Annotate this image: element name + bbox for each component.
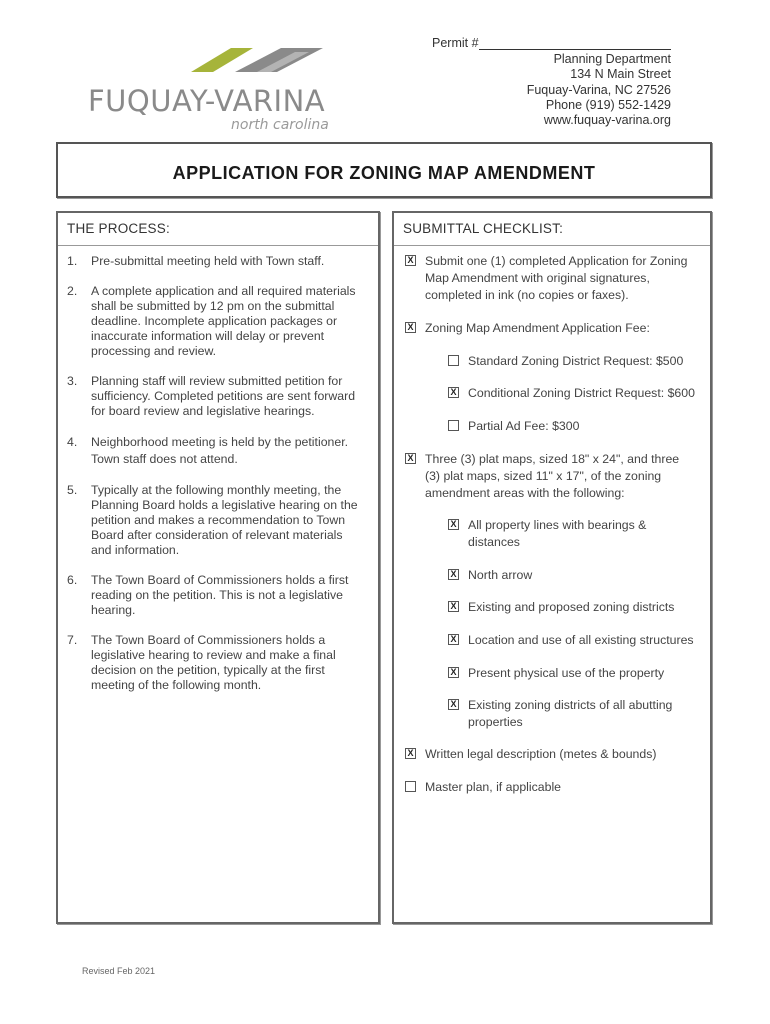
address-line: Planning Department [553,52,671,66]
checklist-item[interactable] [448,517,658,551]
checklist-item-label: Standard Zoning District Request: $500 [468,354,684,368]
checklist-item[interactable] [448,353,700,370]
address-line: Fuquay-Varina, NC 27526 [526,82,671,97]
step-number: 7. [67,633,78,647]
checklist-item-label: Location and use of all existing structures [468,633,694,647]
checklist-item-label: Existing and proposed zoning districts [468,600,675,614]
checklist-item[interactable] [405,779,697,796]
logo-name: FUQUAY-VARINA [88,84,326,118]
checkbox[interactable]: X [448,387,459,398]
divider [58,245,378,246]
checkbox[interactable]: X [405,255,416,266]
checkbox[interactable]: X [405,453,416,464]
checklist-item[interactable] [448,697,688,731]
page-title: APPLICATION FOR ZONING MAP AMENDMENT [172,163,596,183]
town-logo [88,46,328,136]
logo-subtitle: north carolina [231,117,329,133]
list-item [67,254,365,269]
checkbox[interactable] [448,355,459,366]
step-text: Neighborhood meeting is held by the petitioner. Town staff does not attend. [91,435,349,466]
checkbox[interactable]: X [448,699,459,710]
step-text: Typically at the following monthly meeting, the Planning Board holds a legislative hearing on the petition and makes a recommendation to Town Board after consideration of relevant materials and information. [91,483,358,557]
step-text: A complete application and all required materials shall be submitted by 12 pm on the submittal deadline. Incomplete application packages or inaccurate information will delay or prevent processing and review. [91,284,356,358]
address-line: Phone (919) 552-1429 [545,97,671,112]
checklist-item[interactable] [448,567,700,584]
checklist-item[interactable] [405,253,697,304]
permit-number-field[interactable] [432,36,671,50]
checkbox[interactable]: X [448,569,459,580]
checklist-item[interactable] [405,320,697,337]
checklist-item[interactable] [448,385,700,402]
checklist-item[interactable] [405,451,697,502]
step-number: 1. [67,254,78,268]
checklist-item-label: Written legal description (metes & bounds) [425,747,657,761]
checkbox[interactable] [448,420,459,431]
checkbox[interactable]: X [448,634,459,645]
checklist-item-label: Submit one (1) completed Application for Zoning Map Amendment with original signatures, completed in ink (no copies or faxes). [425,254,688,302]
checklist-item[interactable] [448,599,700,616]
logo-mark-icon [173,46,323,74]
checklist-item-label: Zoning Map Amendment Application Fee: [425,321,650,335]
list-item [67,633,365,693]
checklist-item[interactable] [448,665,700,682]
checklist-item-label: Existing zoning districts of all abutting properties [468,698,673,729]
divider [394,245,710,246]
department-address [527,52,671,128]
website-link[interactable]: www.fuquay-varina.org [543,113,671,128]
checklist-item-label: Present physical use of the property [468,666,665,680]
list-item [67,573,365,618]
checklist-item[interactable] [448,418,700,435]
step-number: 5. [67,483,78,497]
address-line: 134 N Main Street [570,67,671,82]
checklist-item-label: Master plan, if applicable [425,780,562,794]
process-steps [67,254,365,708]
checklist-item-label: Three (3) plat maps, sized 18" x 24", and three (3) plat maps, sized 11" x 17", of the zoning amendment areas with the following: [425,452,680,500]
checkbox[interactable]: X [405,322,416,333]
checklist-item[interactable] [448,632,700,649]
checklist-item-label: All property lines with bearings & distances [468,518,647,549]
checklist-panel [392,211,712,924]
checklist-item[interactable] [405,746,697,763]
revision-note: Revised Feb 2021 [82,966,156,976]
permit-label: Permit # [432,36,479,50]
list-item [67,434,365,468]
process-panel [56,211,380,924]
step-number: 4. [67,435,78,449]
step-text: Pre-submittal meeting held with Town staff. [91,254,325,268]
list-item [67,374,365,419]
step-number: 3. [67,374,78,388]
checkbox[interactable]: X [405,748,416,759]
step-number: 6. [67,573,78,587]
step-number: 2. [67,284,78,298]
step-text: Planning staff will review submitted petition for sufficiency. Completed petitions are sent forward for board review and legislative hearings. [91,374,356,418]
checkbox[interactable]: X [448,519,459,530]
step-text: The Town Board of Commissioners holds a legislative hearing to review and make a final decision on the petition, typically at the first meeting of the following month. [91,633,336,692]
permit-number-line[interactable] [479,36,671,50]
checklist-item-label: Partial Ad Fee: $300 [468,419,580,433]
checklist-heading: SUBMITTAL CHECKLIST: [403,221,564,236]
checklist-item-label: Conditional Zoning District Request: $600 [468,386,695,400]
process-heading: THE PROCESS: [67,221,170,236]
checkbox[interactable]: X [448,667,459,678]
list-item [67,483,365,558]
checkbox[interactable]: X [448,601,459,612]
list-item [67,284,365,359]
checkbox[interactable] [405,781,416,792]
title-box [56,142,712,198]
checklist-item-label: North arrow [468,568,533,582]
step-text: The Town Board of Commissioners holds a first reading on the petition. This is not a legislative hearing. [91,573,349,617]
